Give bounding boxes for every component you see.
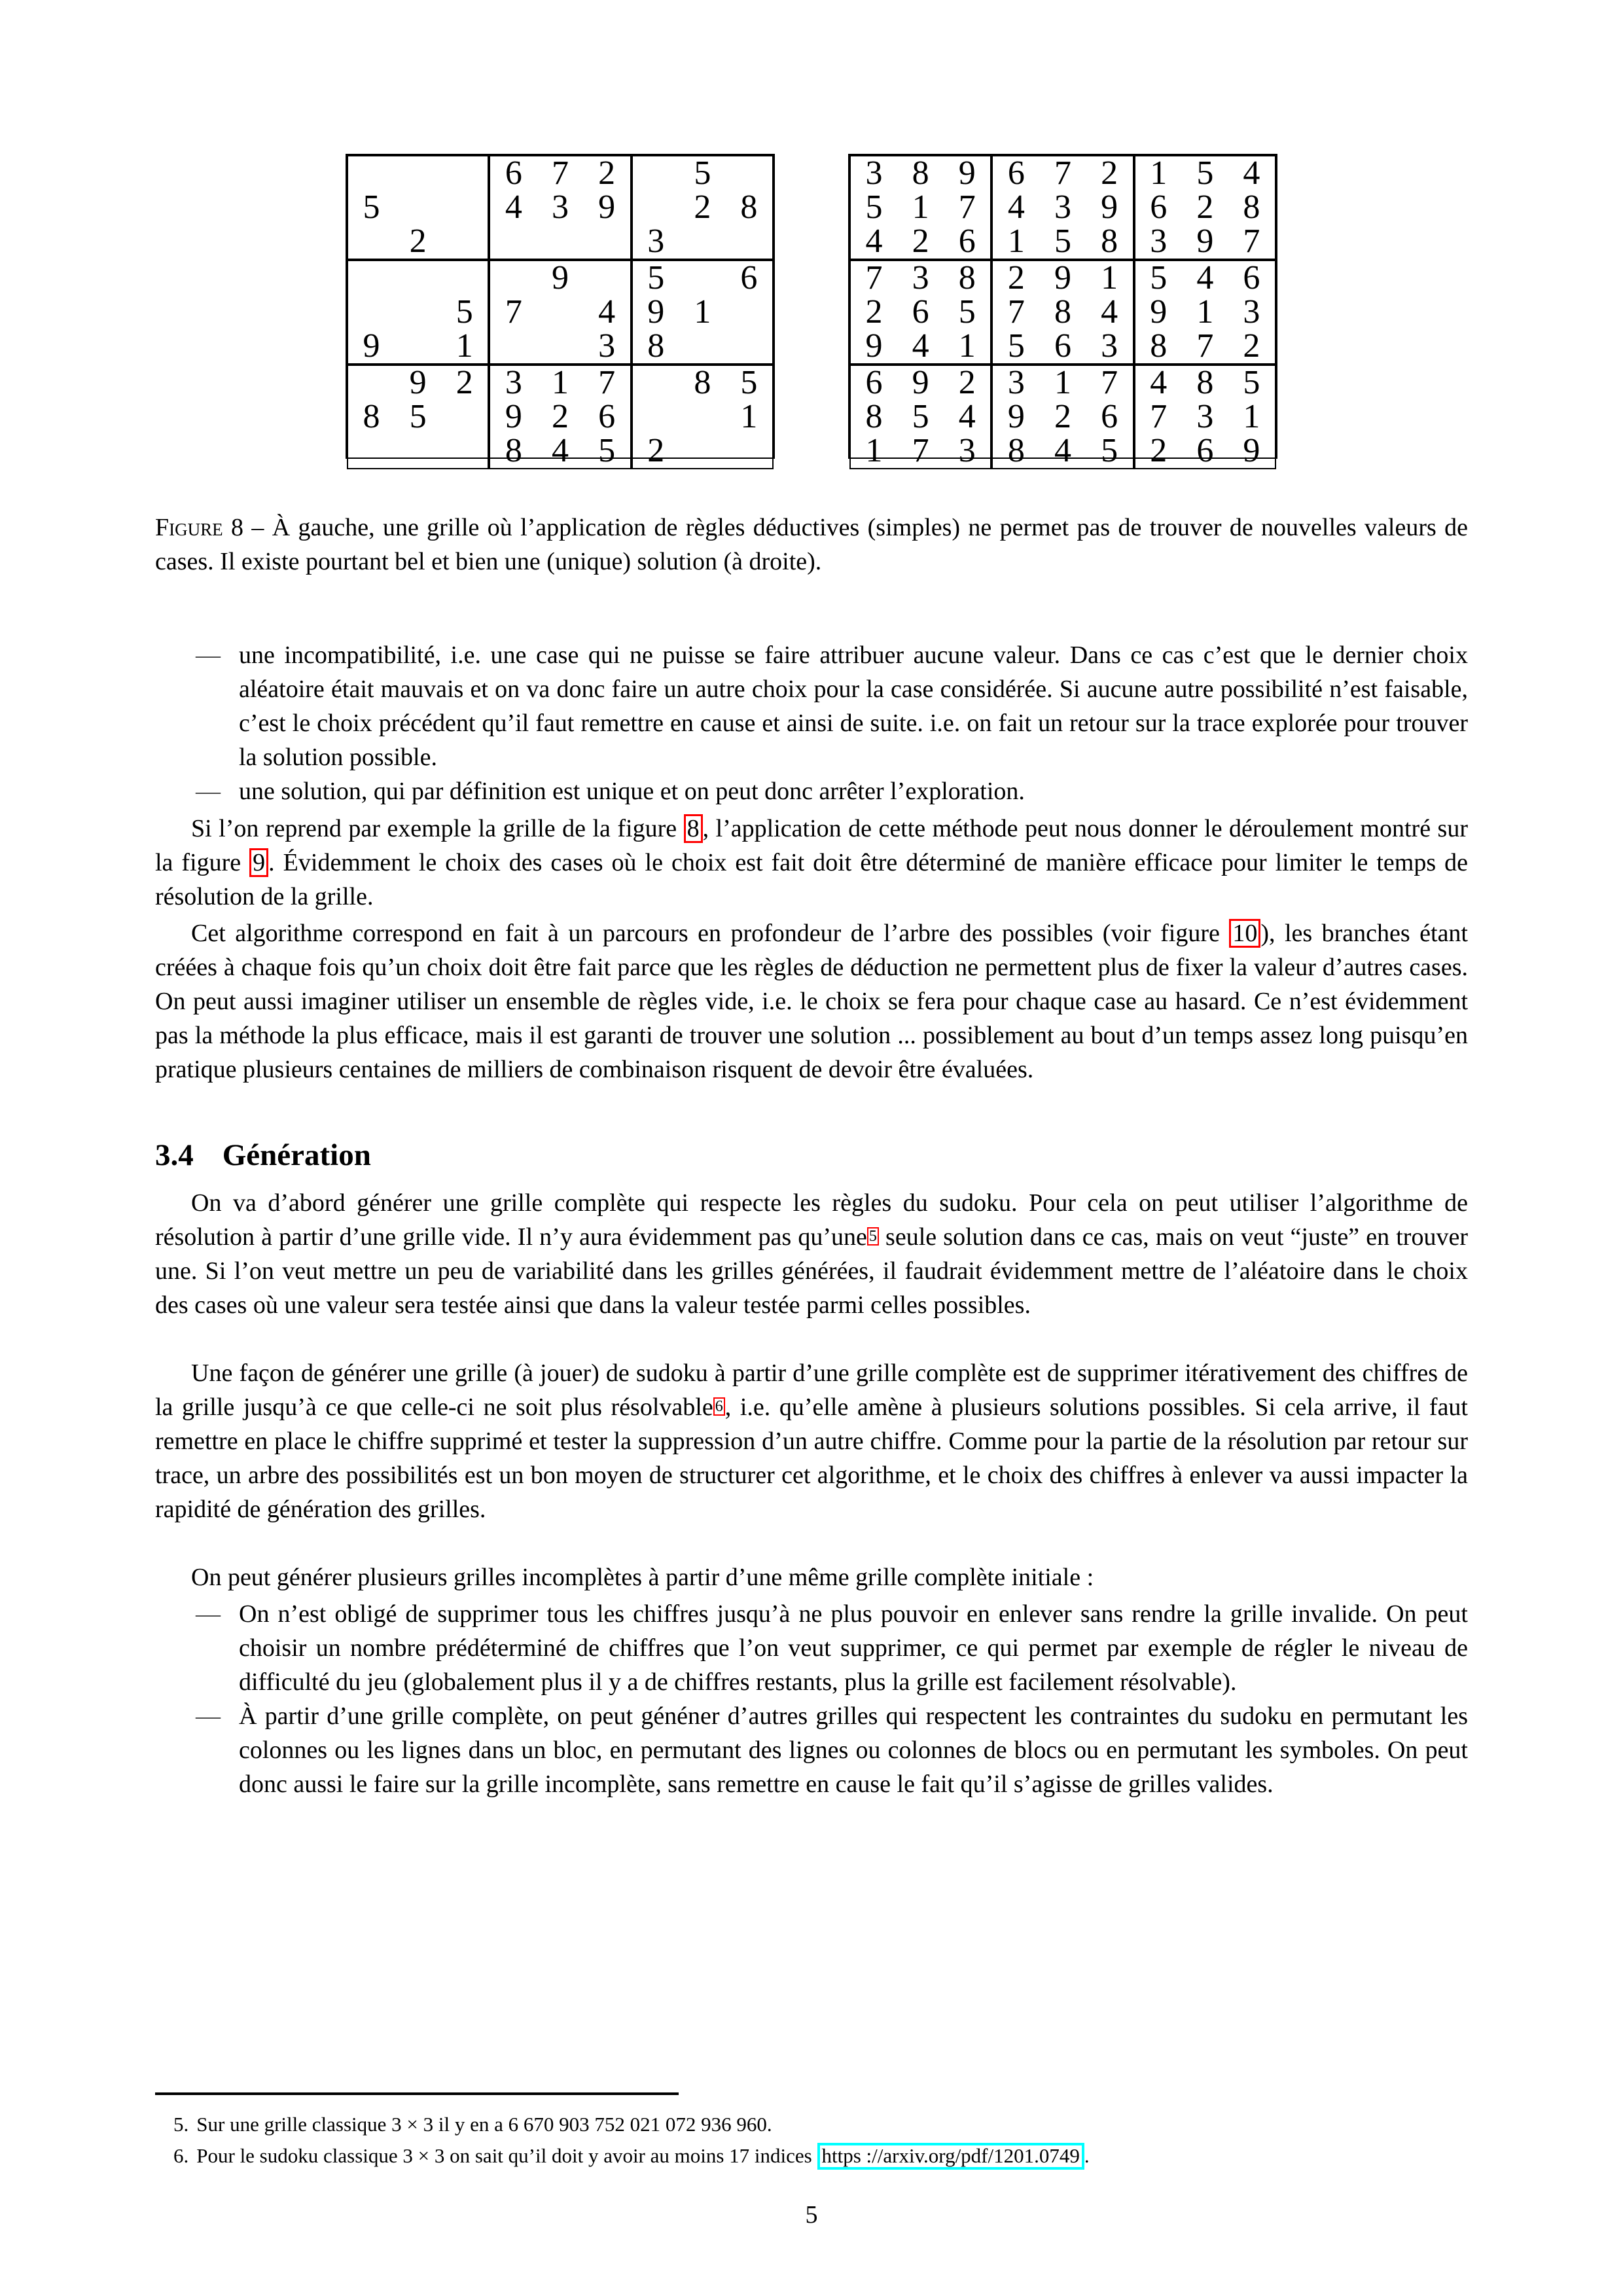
sudoku-cell: 2	[865, 293, 883, 331]
paragraph-generation-2	[155, 1356, 1468, 1526]
sudoku-cell	[441, 400, 488, 434]
sudoku-cell: 8	[694, 364, 711, 401]
sudoku-cell: 4	[1101, 293, 1118, 331]
sudoku-cell: 5	[740, 364, 758, 401]
sudoku-cell: 9	[1196, 223, 1214, 260]
text-segment: On va d’abord générer une grille complète qui respecte les règles du sudoku. Pour cela on peut utiliser l’algorithme de résolution à partir d’une grille vide. Il n’y aura évidemment pas qu’une	[155, 1189, 1468, 1251]
sudoku-cell	[348, 434, 395, 468]
sudoku-cell: 5	[455, 293, 473, 331]
sudoku-cell: 6	[958, 223, 976, 260]
sudoku-cell: 6	[1101, 398, 1118, 435]
figure-9-ref-link[interactable]: 9	[249, 848, 268, 877]
list-item	[155, 774, 1468, 808]
paragraph-algorithm	[155, 916, 1468, 1086]
sudoku-cell: 5	[363, 188, 380, 226]
dash-bullet: —	[196, 1600, 221, 1628]
generation-options-list	[155, 1597, 1468, 1801]
figure-label: Figure	[155, 514, 223, 541]
sudoku-cell: 5	[958, 293, 976, 331]
sudoku-cell: 8	[740, 188, 758, 226]
sudoku-cell: 5	[1243, 364, 1260, 401]
sudoku-cell	[348, 261, 395, 295]
footnote-text: Pour le sudoku classique 3 × 3 on sait qu’il doit y avoir au moins 17 indices	[196, 2144, 817, 2167]
footnote-rule	[155, 2092, 679, 2095]
footnote-6	[155, 2140, 1468, 2172]
sudoku-cell	[441, 224, 488, 259]
figure-8-ref-link[interactable]: 8	[684, 814, 703, 843]
paragraph-generation-3: On peut générer plusieurs grilles incomplètes à partir d’une même grille complète initiale :	[191, 1564, 1094, 1591]
sudoku-cell	[584, 224, 630, 259]
sudoku-cell: 7	[1150, 398, 1168, 435]
sudoku-cell: 2	[455, 364, 473, 401]
sudoku-cell: 2	[1007, 259, 1025, 296]
sudoku-cell: 1	[455, 327, 473, 365]
sudoku-cell	[441, 156, 488, 190]
text-segment: Une façon de générer une grille (à jouer) de sudoku à partir d’une grille complète est de supprimer itérativement des chiffres de la grille jusqu’à ce que celle-ci ne soit plus résolvable	[155, 1359, 1468, 1421]
sudoku-cell: 1	[1150, 154, 1168, 192]
sudoku-cell: 9	[912, 364, 929, 401]
sudoku-cell: 6	[1054, 327, 1071, 365]
sudoku-cell: 3	[1101, 327, 1118, 365]
sudoku-cell: 4	[865, 223, 883, 260]
sudoku-cell: 3	[598, 327, 616, 365]
sudoku-block	[489, 365, 631, 469]
sudoku-cell: 4	[912, 327, 929, 365]
sudoku-cell: 2	[694, 188, 711, 226]
sudoku-cell: 8	[647, 327, 665, 365]
sudoku-cell	[395, 295, 441, 329]
sudoku-cell: 6	[1243, 259, 1260, 296]
text-segment: , l’application de cette méthode peut nous donner le déroulement montré sur la figure	[155, 815, 1468, 876]
sudoku-block	[489, 155, 631, 260]
figure-8-grids	[346, 154, 1277, 469]
sudoku-cell: 6	[740, 259, 758, 296]
sudoku-cell: 4	[1054, 432, 1071, 469]
figure-10-ref-link[interactable]: 10	[1229, 919, 1260, 948]
sudoku-cell: 8	[1150, 327, 1168, 365]
sudoku-cell: 8	[1196, 364, 1214, 401]
sudoku-cell	[633, 156, 679, 190]
sudoku-cell: 8	[505, 432, 522, 469]
sudoku-cell: 3	[1150, 223, 1168, 260]
sudoku-cell	[395, 156, 441, 190]
sudoku-cell: 6	[598, 398, 616, 435]
sudoku-cell: 7	[505, 293, 522, 331]
sudoku-block	[632, 155, 774, 260]
page-number: 5	[805, 2201, 818, 2229]
sudoku-cell: 8	[363, 398, 380, 435]
section-title: Génération	[222, 1138, 371, 1172]
sudoku-cell: 9	[647, 293, 665, 331]
sudoku-cell: 7	[598, 364, 616, 401]
sudoku-cell	[726, 329, 772, 363]
sudoku-cell: 7	[958, 188, 976, 226]
sudoku-cell: 1	[1101, 259, 1118, 296]
sudoku-cell: 4	[1007, 188, 1025, 226]
footnote-number: 6.	[173, 2144, 189, 2167]
sudoku-cell: 2	[1101, 154, 1118, 192]
caption-text: À gauche, une grille où l’application de règles déductives (simples) ne permet pas de trouver de nouvelles valeurs de cases. Il existe pourtant bel et bien une (unique) solution (à droite).	[155, 514, 1469, 575]
dash-bullet: —	[196, 1702, 221, 1730]
list-item-text: une incompatibilité, i.e. une case qui ne puisse se faire attribuer aucune valeur. Dans ce cas c’est que le dernier choix aléatoire était mauvais et on va donc faire un autre choix pour la case considérée. Si aucune autre possibilité n’est faisable, c’est le choix précédent qu’il faut remettre en cause et ainsi de suite. i.e. on fait un retour sur la trace explorée pour trouver la solution possible.	[239, 641, 1468, 771]
sudoku-cell: 1	[1196, 293, 1214, 331]
sudoku-cell: 5	[865, 188, 883, 226]
sudoku-cell	[395, 329, 441, 363]
sudoku-cell	[679, 224, 726, 259]
sudoku-cell: 9	[598, 188, 616, 226]
footnote-text: Sur une grille classique 3 × 3 il y en a 6 670 903 752 021 072 936 960.	[196, 2113, 772, 2136]
text-segment: ), les branches étant créées à chaque fois qu’un choix doit être fait parce que les règles de déduction ne permettent plus de fixer la valeur d’autres cases. On peut aussi imaginer utiliser un ensemble de règles vide, i.e. le choix se fera pour chaque case au hasard. Ce n’est évidemment pas la méthode la plus efficace, mais il est garanti de trouver une solution ... possiblement au bout d’un temps assez long puisqu’en pratique plusieurs centaines de milliers de combinaison risquent de devoir être évaluées.	[155, 920, 1468, 1083]
list-item-text: une solution, qui par définition est unique et on peut donc arrêter l’exploration.	[239, 778, 1025, 805]
sudoku-cell	[633, 400, 679, 434]
sudoku-cell	[584, 261, 630, 295]
sudoku-cell: 9	[1243, 432, 1260, 469]
sudoku-block	[632, 260, 774, 365]
sudoku-cell	[441, 434, 488, 468]
sudoku-cell: 9	[958, 154, 976, 192]
sudoku-cell	[726, 224, 772, 259]
paragraph-figure-example	[155, 812, 1468, 914]
sudoku-grid-incomplete	[346, 154, 775, 469]
list-item	[155, 1699, 1468, 1801]
text-segment: seule solution dans ce cas, mais on veut “juste” en trouver une. Si l’on veut mettre un peu de variabilité dans les grilles générées, il faudrait évidemment mettre de l’aléatoire dans le choix des cases où une valeur sera testée ainsi que dans la valeur testée parmi celles possibles.	[155, 1223, 1468, 1319]
sudoku-cell: 7	[1101, 364, 1118, 401]
sudoku-cell: 9	[1054, 259, 1071, 296]
sudoku-cell: 2	[409, 223, 427, 260]
sudoku-cell: 3	[1243, 293, 1260, 331]
sudoku-cell	[348, 224, 395, 259]
sudoku-cell: 3	[505, 364, 522, 401]
sudoku-block	[347, 155, 489, 260]
sudoku-cell: 7	[1243, 223, 1260, 260]
dash-bullet: —	[196, 641, 221, 669]
sudoku-cell: 2	[1054, 398, 1071, 435]
sudoku-cell: 6	[1007, 154, 1025, 192]
sudoku-cell: 3	[1054, 188, 1071, 226]
sudoku-cell: 9	[505, 398, 522, 435]
sudoku-cell: 5	[1054, 223, 1071, 260]
sudoku-cell: 3	[1196, 398, 1214, 435]
sudoku-cell: 5	[1101, 432, 1118, 469]
sudoku-cell	[490, 329, 537, 363]
sudoku-cell: 2	[912, 223, 929, 260]
sudoku-cell: 1	[1243, 398, 1260, 435]
sudoku-cell: 3	[647, 223, 665, 260]
sudoku-block	[991, 260, 1133, 365]
sudoku-cell: 5	[694, 154, 711, 192]
sudoku-cell: 9	[551, 259, 569, 296]
sudoku-cell: 7	[912, 432, 929, 469]
sudoku-cell: 8	[1101, 223, 1118, 260]
sudoku-cell	[348, 366, 395, 400]
sudoku-cell	[490, 224, 537, 259]
footnote-6-marker-link[interactable]: 6	[713, 1397, 725, 1416]
sudoku-cell: 7	[1196, 327, 1214, 365]
dash-bullet: —	[196, 778, 221, 805]
sudoku-cell: 4	[1243, 154, 1260, 192]
sudoku-cell: 2	[551, 398, 569, 435]
sudoku-cell: 8	[865, 398, 883, 435]
text-segment: , i.e. qu’elle amène à plusieurs solutions possibles. Si cela arrive, il faut remettre en place le chiffre supprimé et tester la suppression d’un autre chiffre. Comme pour la partie de la résolution par retour sur trace, un arbre des possibilités est un bon moyen de structurer cet algorithme, et le choix des chiffres à enlever va aussi impacter la rapidité de génération des grilles.	[155, 1393, 1468, 1523]
sudoku-cell: 8	[1007, 432, 1025, 469]
sudoku-cell	[537, 224, 583, 259]
list-item-text: À partir d’une grille complète, on peut généner d’autres grilles qui respectent les contraintes du sudoku en permutant les colonnes ou les lignes dans un bloc, en permutant des lignes ou colonnes de blocs ou en permutant les symboles. On peut donc aussi le faire sur la grille incomplète, sans remettre en cause le fait qu’il s’agisse de grilles valides.	[239, 1702, 1468, 1798]
sudoku-block	[347, 260, 489, 365]
sudoku-cell: 6	[1196, 432, 1214, 469]
sudoku-cell	[726, 156, 772, 190]
sudoku-cell: 5	[1150, 259, 1168, 296]
sudoku-grid-solution	[848, 154, 1277, 469]
list-item-text: On n’est obligé de supprimer tous les chiffres jusqu’à ne plus pouvoir en enlever sans rendre la grille invalide. On peut choisir un nombre prédéterminé de chiffres que l’on veut supprimer, ce qui permet par exemple de régler le niveau de difficulté du jeu (globalement plus il y a de chiffres restants, plus la grille est facilement résolvable).	[239, 1600, 1468, 1696]
sudoku-block	[489, 260, 631, 365]
sudoku-cell	[726, 295, 772, 329]
paragraph-generation-1	[155, 1186, 1468, 1322]
sudoku-cell: 3	[865, 154, 883, 192]
sudoku-cell: 9	[1150, 293, 1168, 331]
sudoku-cell: 9	[363, 327, 380, 365]
sudoku-cell: 6	[505, 154, 522, 192]
sudoku-cell: 1	[1054, 364, 1071, 401]
text-segment: Si l’on reprend par exemple la grille de la figure	[191, 815, 684, 842]
figure-number: 8 –	[230, 514, 264, 541]
sudoku-cell: 5	[1007, 327, 1025, 365]
sudoku-cell: 1	[551, 364, 569, 401]
sudoku-cell: 3	[551, 188, 569, 226]
sudoku-cell: 7	[865, 259, 883, 296]
sudoku-cell: 2	[647, 432, 665, 469]
footnote-5	[155, 2109, 1468, 2140]
sudoku-cell	[441, 190, 488, 224]
footnote-text: .	[1084, 2144, 1090, 2167]
sudoku-block	[849, 365, 991, 469]
sudoku-cell	[726, 434, 772, 468]
sudoku-cell	[348, 156, 395, 190]
sudoku-cell: 2	[1196, 188, 1214, 226]
sudoku-cell: 3	[958, 432, 976, 469]
sudoku-cell: 1	[740, 398, 758, 435]
sudoku-cell: 9	[1101, 188, 1118, 226]
sudoku-cell: 4	[1150, 364, 1168, 401]
sudoku-cell	[633, 366, 679, 400]
sudoku-cell: 7	[551, 154, 569, 192]
sudoku-block	[1134, 260, 1276, 365]
sudoku-cell: 2	[1243, 327, 1260, 365]
sudoku-cell	[395, 190, 441, 224]
sudoku-cell: 6	[912, 293, 929, 331]
sudoku-cell: 9	[409, 364, 427, 401]
sudoku-cell: 1	[694, 293, 711, 331]
sudoku-cell: 5	[1196, 154, 1214, 192]
sudoku-cell	[441, 261, 488, 295]
figure-8-caption	[155, 511, 1468, 579]
sudoku-block	[991, 155, 1133, 260]
outcome-list	[155, 638, 1468, 808]
sudoku-cell: 4	[505, 188, 522, 226]
footnotes	[155, 2109, 1468, 2172]
sudoku-cell: 8	[1243, 188, 1260, 226]
sudoku-cell: 4	[551, 432, 569, 469]
sudoku-cell: 7	[1007, 293, 1025, 331]
section-number: 3.4	[155, 1138, 194, 1172]
list-item	[155, 1597, 1468, 1699]
sudoku-cell: 4	[958, 398, 976, 435]
sudoku-cell: 4	[598, 293, 616, 331]
sudoku-cell: 5	[409, 398, 427, 435]
sudoku-cell: 5	[647, 259, 665, 296]
sudoku-cell	[395, 261, 441, 295]
sudoku-cell: 2	[958, 364, 976, 401]
sudoku-cell: 5	[598, 432, 616, 469]
sudoku-block	[1134, 365, 1276, 469]
sudoku-cell	[679, 329, 726, 363]
sudoku-cell: 1	[865, 432, 883, 469]
sudoku-cell	[537, 329, 583, 363]
sudoku-cell	[633, 190, 679, 224]
sudoku-cell: 2	[598, 154, 616, 192]
sudoku-cell	[537, 295, 583, 329]
text-segment: . Évidemment le choix des cases où le choix est fait doit être déterminé de manière efficace pour limiter le temps de résolution de la grille.	[155, 849, 1469, 910]
sudoku-cell: 8	[912, 154, 929, 192]
sudoku-block	[347, 365, 489, 469]
sudoku-cell: 1	[912, 188, 929, 226]
sudoku-cell: 5	[912, 398, 929, 435]
sudoku-cell: 3	[912, 259, 929, 296]
sudoku-cell	[679, 434, 726, 468]
sudoku-cell: 3	[1007, 364, 1025, 401]
footnote-5-marker-link[interactable]: 5	[867, 1227, 879, 1246]
arxiv-url-link[interactable]: https ://arxiv.org/pdf/1201.0749	[817, 2143, 1084, 2170]
sudoku-cell: 2	[1150, 432, 1168, 469]
sudoku-block	[991, 365, 1133, 469]
sudoku-cell: 6	[865, 364, 883, 401]
text-segment: Cet algorithme correspond en fait à un parcours en profondeur de l’arbre des possibles (voir figure	[191, 920, 1230, 947]
footnote-number: 5.	[173, 2113, 189, 2136]
list-item	[155, 638, 1468, 774]
sudoku-block	[632, 365, 774, 469]
sudoku-block	[849, 155, 991, 260]
sudoku-cell: 1	[958, 327, 976, 365]
sudoku-cell	[679, 261, 726, 295]
sudoku-cell: 9	[865, 327, 883, 365]
sudoku-cell: 1	[1007, 223, 1025, 260]
sudoku-cell	[348, 295, 395, 329]
sudoku-block	[1134, 155, 1276, 260]
sudoku-cell	[395, 434, 441, 468]
sudoku-cell: 8	[958, 259, 976, 296]
sudoku-block	[849, 260, 991, 365]
sudoku-cell: 6	[1150, 188, 1168, 226]
sudoku-cell: 8	[1054, 293, 1071, 331]
sudoku-cell: 4	[1196, 259, 1214, 296]
sudoku-cell: 7	[1054, 154, 1071, 192]
section-heading-generation	[155, 1138, 1468, 1173]
sudoku-cell: 9	[1007, 398, 1025, 435]
sudoku-cell	[679, 400, 726, 434]
sudoku-cell	[490, 261, 537, 295]
